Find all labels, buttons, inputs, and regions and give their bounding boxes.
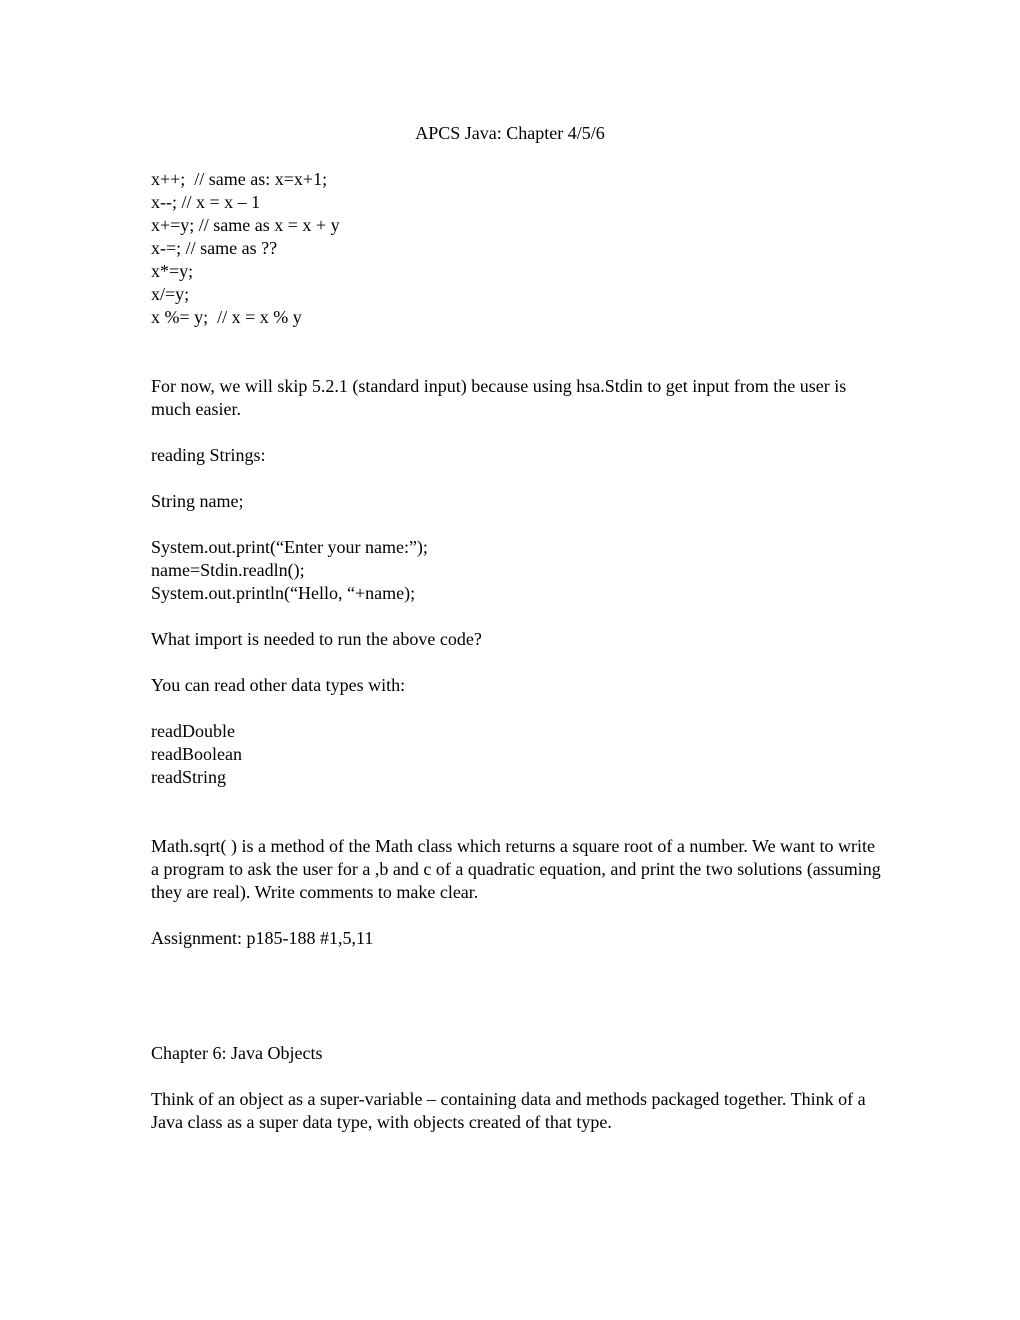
chapter6-heading: Chapter 6: Java Objects — [151, 1043, 323, 1063]
import-question: What import is needed to run the above code? — [151, 629, 482, 649]
operator-line: x-=; // same as ?? — [151, 238, 278, 258]
assignment-line: Assignment: p185-188 #1,5,11 — [151, 928, 374, 948]
code-sample — [151, 536, 881, 605]
reading-strings-label: reading Strings: — [151, 445, 266, 465]
input-intro-text: For now, we will skip 5.2.1 (standard input) because using hsa.Stdin to get input from the user is much easier. — [151, 376, 847, 419]
code-line: name=Stdin.readln(); — [151, 560, 305, 580]
operator-line: x/=y; — [151, 284, 190, 304]
operator-line: x*=y; — [151, 261, 194, 281]
read-method-item: readBoolean — [151, 744, 242, 764]
math-paragraph — [151, 835, 881, 904]
read-method-item: readDouble — [151, 721, 235, 741]
document-title: APCS Java: Chapter 4/5/6 — [415, 123, 605, 143]
input-intro-paragraph — [151, 375, 881, 421]
other-types-intro: You can read other data types with: — [151, 675, 406, 695]
code-line: System.out.println(“Hello, “+name); — [151, 583, 416, 603]
operator-line: x %= y; // x = x % y — [151, 307, 302, 327]
chapter6-paragraph-text: Think of an object as a super-variable – containing data and methods packaged together. Think of a Java class as a super data type, with objects created of that type. — [151, 1089, 866, 1132]
read-method-item: readString — [151, 767, 226, 787]
operator-line: x+=y; // same as x = x + y — [151, 215, 340, 235]
read-methods-list — [151, 720, 881, 789]
string-declaration: String name; — [151, 491, 244, 511]
operator-list — [151, 168, 881, 329]
math-paragraph-text: Math.sqrt( ) is a method of the Math class which returns a square root of a number. We want to write a program to ask the user for a ,b and c of a quadratic equation, and print the two solutions (assuming they are real). Write comments to make clear. — [151, 836, 881, 902]
chapter6-paragraph — [151, 1088, 881, 1134]
code-line: System.out.print(“Enter your name:”); — [151, 537, 428, 557]
operator-line: x--; // x = x – 1 — [151, 192, 261, 212]
operator-line: x++; // same as: x=x+1; — [151, 169, 328, 189]
